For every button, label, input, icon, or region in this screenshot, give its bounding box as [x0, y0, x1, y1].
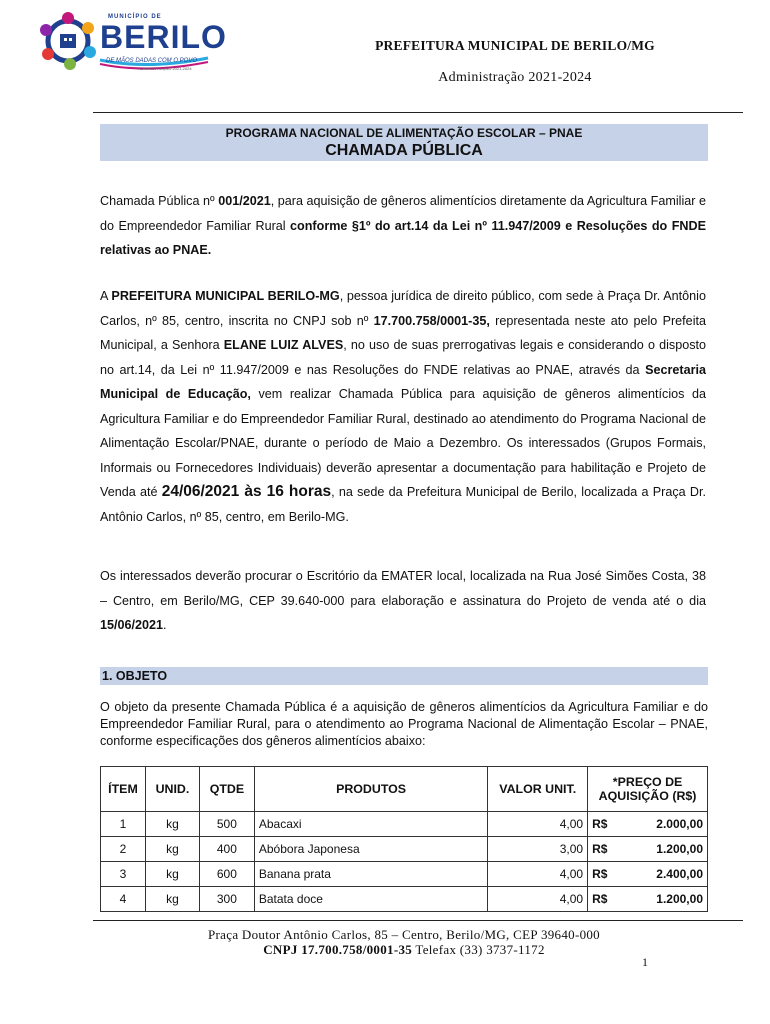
table-row — [101, 862, 708, 887]
title-banner — [100, 124, 708, 161]
section-objeto-title: 1. OBJETO — [100, 667, 708, 685]
text: representada neste ato pelo Prefeita Municipal, a Senhora — [100, 313, 706, 352]
header-qtde: QTDE — [199, 767, 254, 812]
cell-valor: 4,00 — [488, 862, 588, 887]
currency-label: R$ — [592, 892, 608, 906]
cell-preco — [588, 887, 708, 912]
cell-valor: 4,00 — [488, 812, 588, 837]
logo-small-text: MUNICÍPIO DE — [108, 14, 162, 20]
logo-slogan: DE MÃOS DADAS COM O POVO — [106, 58, 198, 64]
text: A — [100, 289, 112, 303]
cell-produto: Abacaxi — [254, 812, 487, 837]
currency-label: R$ — [592, 842, 608, 856]
banner-main-title: CHAMADA PÚBLICA — [325, 142, 483, 159]
cell-preco — [588, 812, 708, 837]
header-divider — [93, 112, 743, 113]
logo-name: BERILO — [100, 19, 227, 55]
text: , para aquisição de gêneros alimentícios diretamente da Agricultura Familiar e do Empreendedor Familiar Rural — [100, 194, 706, 233]
municipal-logo — [38, 8, 248, 78]
cnpj-number: 17.700.758/0001-35, — [373, 313, 490, 328]
cell-preco — [588, 837, 708, 862]
header-item: ÍTEM — [101, 767, 146, 812]
cell-item: 1 — [101, 812, 146, 837]
currency-label: R$ — [592, 867, 608, 881]
footer-address: Praça Doutor Antônio Carlos, 85 – Centro, Berilo/MG, CEP 39640-000 — [208, 927, 600, 942]
cell-produto: Abóbora Japonesa — [254, 837, 487, 862]
header-unid: UNID. — [145, 767, 199, 812]
text: vem realizar Chamada Pública para aquisição de gêneros alimentícios da Agricultura Familiar e do Empreendedor Familiar Rural, destinado ao atendimento do Programa Nacional de Alimentação Escolar/PNAE, durante o período de Maio a Dezembro. Os interessados (Grupos Formais, Informais ou Fornecedores Individuais) deverão apresentar a documentação para habilitação e Projeto de Venda até — [100, 387, 707, 499]
header-valor-unit: VALOR UNIT. — [488, 767, 588, 812]
footer-phone: Telefax (33) 3737-1172 — [412, 942, 545, 957]
mayor-name: ELANE LUIZ ALVES — [223, 338, 344, 352]
price-value: 1.200,00 — [656, 892, 703, 906]
cell-item: 4 — [101, 887, 146, 912]
price-value: 2.000,00 — [656, 817, 703, 831]
project-deadline: 15/06/2021 — [100, 618, 164, 632]
cell-preco — [588, 862, 708, 887]
cell-item: 3 — [101, 862, 146, 887]
cell-qtde: 600 — [199, 862, 254, 887]
price-value: 2.400,00 — [656, 867, 703, 881]
cell-item: 2 — [101, 837, 146, 862]
banner-program-title: PROGRAMA NACIONAL DE ALIMENTAÇÃO ESCOLAR – PNAE — [225, 126, 583, 140]
call-number: 001/2021 — [218, 194, 271, 208]
table-row — [101, 837, 708, 862]
currency-label: R$ — [592, 817, 608, 831]
cell-unid: kg — [145, 837, 199, 862]
cell-qtde: 300 — [199, 887, 254, 912]
deadline-date: 24/06/2021 às 16 horas — [161, 483, 332, 500]
header-title: PREFEITURA MUNICIPAL DE BERILO/MG — [375, 38, 655, 53]
text: Chamada Pública nº — [100, 194, 219, 208]
text: . — [163, 618, 167, 632]
cell-unid: kg — [145, 812, 199, 837]
cell-produto: Banana prata — [254, 862, 487, 887]
text: Os interessados deverão procurar o Escritório da EMATER local, localizada na Rua José Simões Costa, 38 – Centro, em Berilo/MG, CEP 39.640-000 para elaboração e assinatura do Projeto de venda até o dia — [100, 569, 706, 608]
header-subtitle: Administração 2021-2024 — [438, 70, 592, 85]
products-table — [100, 766, 708, 912]
text: , no uso de suas prerrogativas legais e considerando o disposto no art.14, da Lei nº 11.947/2009 e nas Resoluções do FNDE relativas ao PNAE, através da — [100, 338, 706, 377]
header-preco: *PREÇO DE AQUISIÇÃO (R$) — [588, 767, 708, 812]
cell-valor: 4,00 — [488, 887, 588, 912]
intro-paragraph — [100, 189, 706, 263]
table-row — [101, 812, 708, 837]
section-objeto-text: O objeto da presente Chamada Pública é a aquisição de gêneros alimentícios da Agricultura Familiar e do Empreendedor Familiar Rural, para o atendimento ao Programa Nacional de Alimentação Escolar – PNAE, conforme especificações dos gêneros alimentícios abaixo: — [100, 700, 708, 748]
cell-produto: Batata doce — [254, 887, 487, 912]
footer-cnpj: CNPJ 17.700.758/0001-35 — [263, 942, 413, 957]
table-row — [101, 887, 708, 912]
body-paragraph — [100, 284, 706, 529]
logo-tiny-text: ADMINISTRAÇÃO 2021-2024 — [138, 66, 192, 71]
footer-divider — [93, 920, 743, 921]
price-value: 1.200,00 — [656, 842, 703, 856]
emater-paragraph — [100, 564, 706, 638]
text: , pessoa jurídica de direito público, com sede à Praça Dr. Antônio Carlos, nº 85, centro, inscrita no CNPJ sob nº — [100, 289, 706, 328]
prefeitura-name: PREFEITURA MUNICIPAL BERILO-MG — [111, 289, 340, 303]
page-number: 1 — [642, 955, 648, 969]
text: , na sede da Prefeitura Municipal de Berilo, localizada a Praça Dr. Antônio Carlos, nº 85, centro, em Berilo-MG. — [100, 485, 706, 524]
cell-unid: kg — [145, 887, 199, 912]
secretaria-name: Secretaria Municipal de Educação, — [100, 362, 706, 401]
cell-qtde: 400 — [199, 837, 254, 862]
legal-reference: conforme §1º do art.14 da Lei nº 11.947/2009 e Resoluções do FNDE relativas ao PNAE. — [100, 218, 706, 257]
table-header-row — [101, 767, 708, 812]
cell-unid: kg — [145, 862, 199, 887]
cell-valor: 3,00 — [488, 837, 588, 862]
footer-contact — [100, 942, 708, 958]
header-produtos: PRODUTOS — [254, 767, 487, 812]
cell-qtde: 500 — [199, 812, 254, 837]
